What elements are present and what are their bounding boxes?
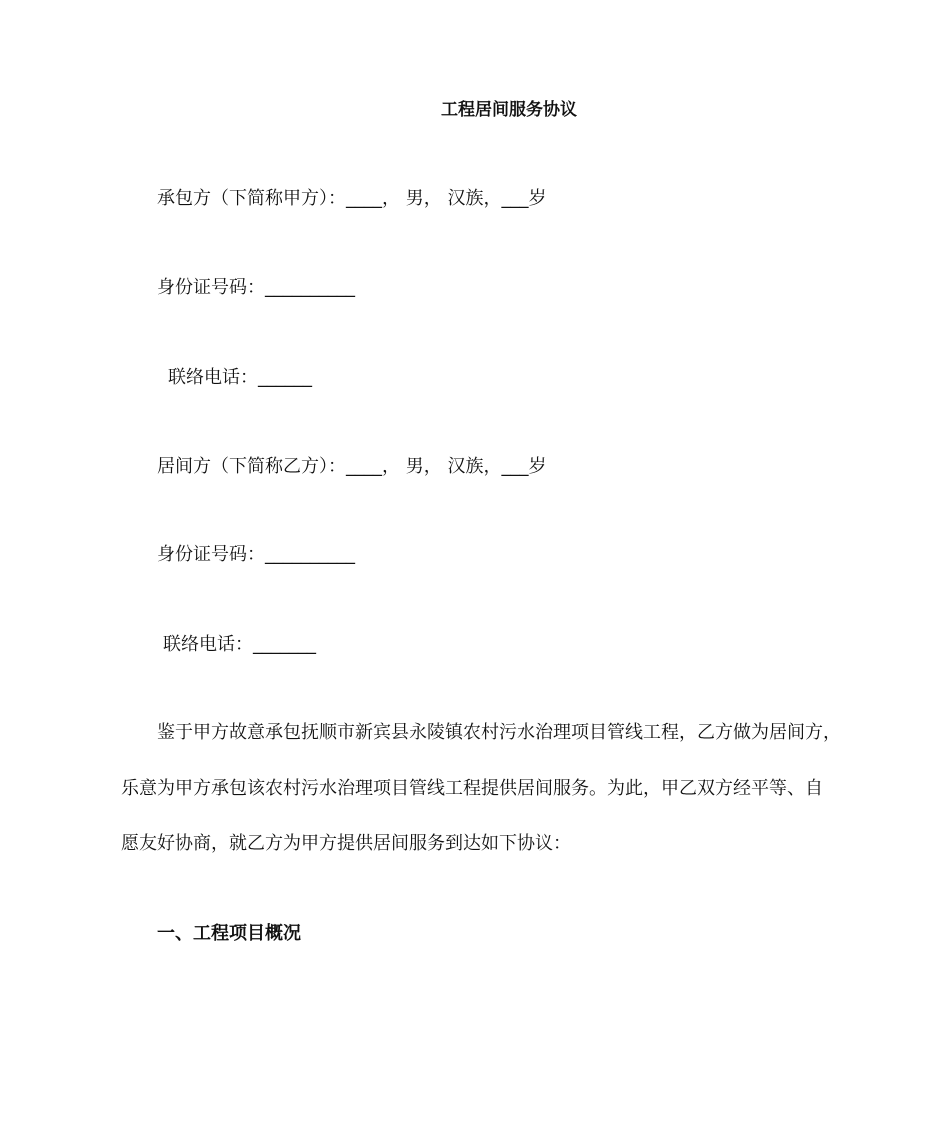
document-title: 工程居间服务协议 xyxy=(441,100,577,120)
party-a-id-line: 身份证号码：__________ xyxy=(157,277,355,298)
party-b-line: 居间方（下简称乙方）：____， 男， 汉族，___岁 xyxy=(157,456,547,477)
section-heading: 一、工程项目概况 xyxy=(157,923,301,944)
party-a-phone-line: 联络电话：______ xyxy=(168,367,312,388)
preamble-line-2: 乐意为甲方承包该农村污水治理项目管线工程提供居间服务。为此，甲乙双方经平等、自 xyxy=(121,778,823,799)
party-b-id-line: 身份证号码：__________ xyxy=(157,544,355,565)
party-a-line: 承包方（下简称甲方）：____， 男， 汉族，___岁 xyxy=(157,188,547,209)
preamble-line-1: 鉴于甲方故意承包抚顺市新宾县永陵镇农村污水治理项目管线工程，乙方做为居间方， xyxy=(157,722,841,743)
party-b-phone-line: 联络电话：_______ xyxy=(163,634,316,655)
preamble-line-3: 愿友好协商，就乙方为甲方提供居间服务到达如下协议： xyxy=(121,833,571,854)
